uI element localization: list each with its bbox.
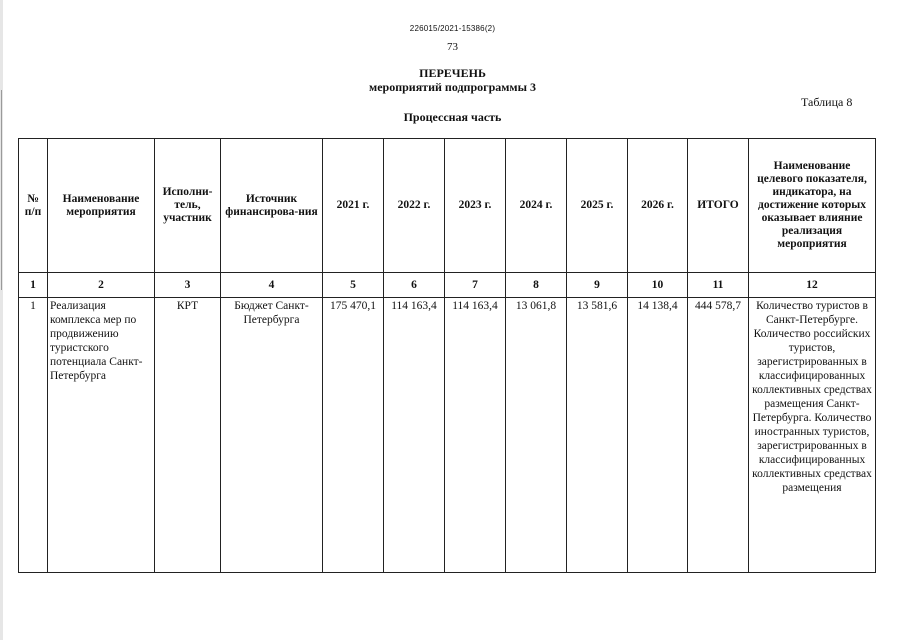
header-cell: Исполни-тель, участник [155,139,221,273]
table-header-row [19,139,876,273]
column-number: 11 [688,273,749,298]
table-label: Таблица 8 [801,95,853,109]
target-indicator: Количество туристов в Санкт-Петербурге. Количество российских туристов, зарегистрированных в классифицированных коллективных средствах размещения Санкт-Петербурга. Количество иностранных туристов, зарегистрированных в классифицированных коллективных средствах размещения [749,298,876,573]
value-2026: 14 138,4 [628,298,688,573]
page-number: 73 [447,41,458,53]
table-row [19,298,876,573]
header-cell: 2023 г. [445,139,506,273]
document-id: 226015/2021-15386(2) [409,24,496,33]
scan-edge [0,0,3,640]
activity-name: Реализация комплекса мер по продвижению туристского потенциала Санкт-Петербурга [48,298,155,573]
value-2024: 13 061,8 [506,298,567,573]
column-number: 2 [48,273,155,298]
header-cell: Источник финансирова-ния [221,139,323,273]
column-number-row [19,273,876,298]
column-number: 12 [749,273,876,298]
column-number: 9 [567,273,628,298]
activities-table [18,138,876,573]
row-number: 1 [19,298,48,573]
value-total: 444 578,7 [688,298,749,573]
document-subtitle: мероприятий подпрограммы 3 [369,80,536,94]
column-number: 4 [221,273,323,298]
document-title: ПЕРЕЧЕНЬ [419,66,486,80]
header-cell: ИТОГО [688,139,749,273]
value-2021: 175 470,1 [323,298,384,573]
header-cell: 2025 г. [567,139,628,273]
section-title: Процессная часть [403,110,502,124]
column-number: 10 [628,273,688,298]
value-2025: 13 581,6 [567,298,628,573]
header-cell: 2022 г. [384,139,445,273]
column-number: 6 [384,273,445,298]
header-cell: 2026 г. [628,139,688,273]
column-number: 8 [506,273,567,298]
header-cell: 2024 г. [506,139,567,273]
header-cell: Наименование целевого показателя, индикатора, на достижение которых оказывает влияние реализация мероприятия [749,139,876,273]
executor: КРТ [155,298,221,573]
header-cell: Наименование мероприятия [48,139,155,273]
value-2023: 114 163,4 [445,298,506,573]
header-cell: № п/п [19,139,48,273]
funding-source: Бюджет Санкт-Петербурга [221,298,323,573]
column-number: 5 [323,273,384,298]
value-2022: 114 163,4 [384,298,445,573]
column-number: 3 [155,273,221,298]
header-cell: 2021 г. [323,139,384,273]
column-number: 1 [19,273,48,298]
column-number: 7 [445,273,506,298]
